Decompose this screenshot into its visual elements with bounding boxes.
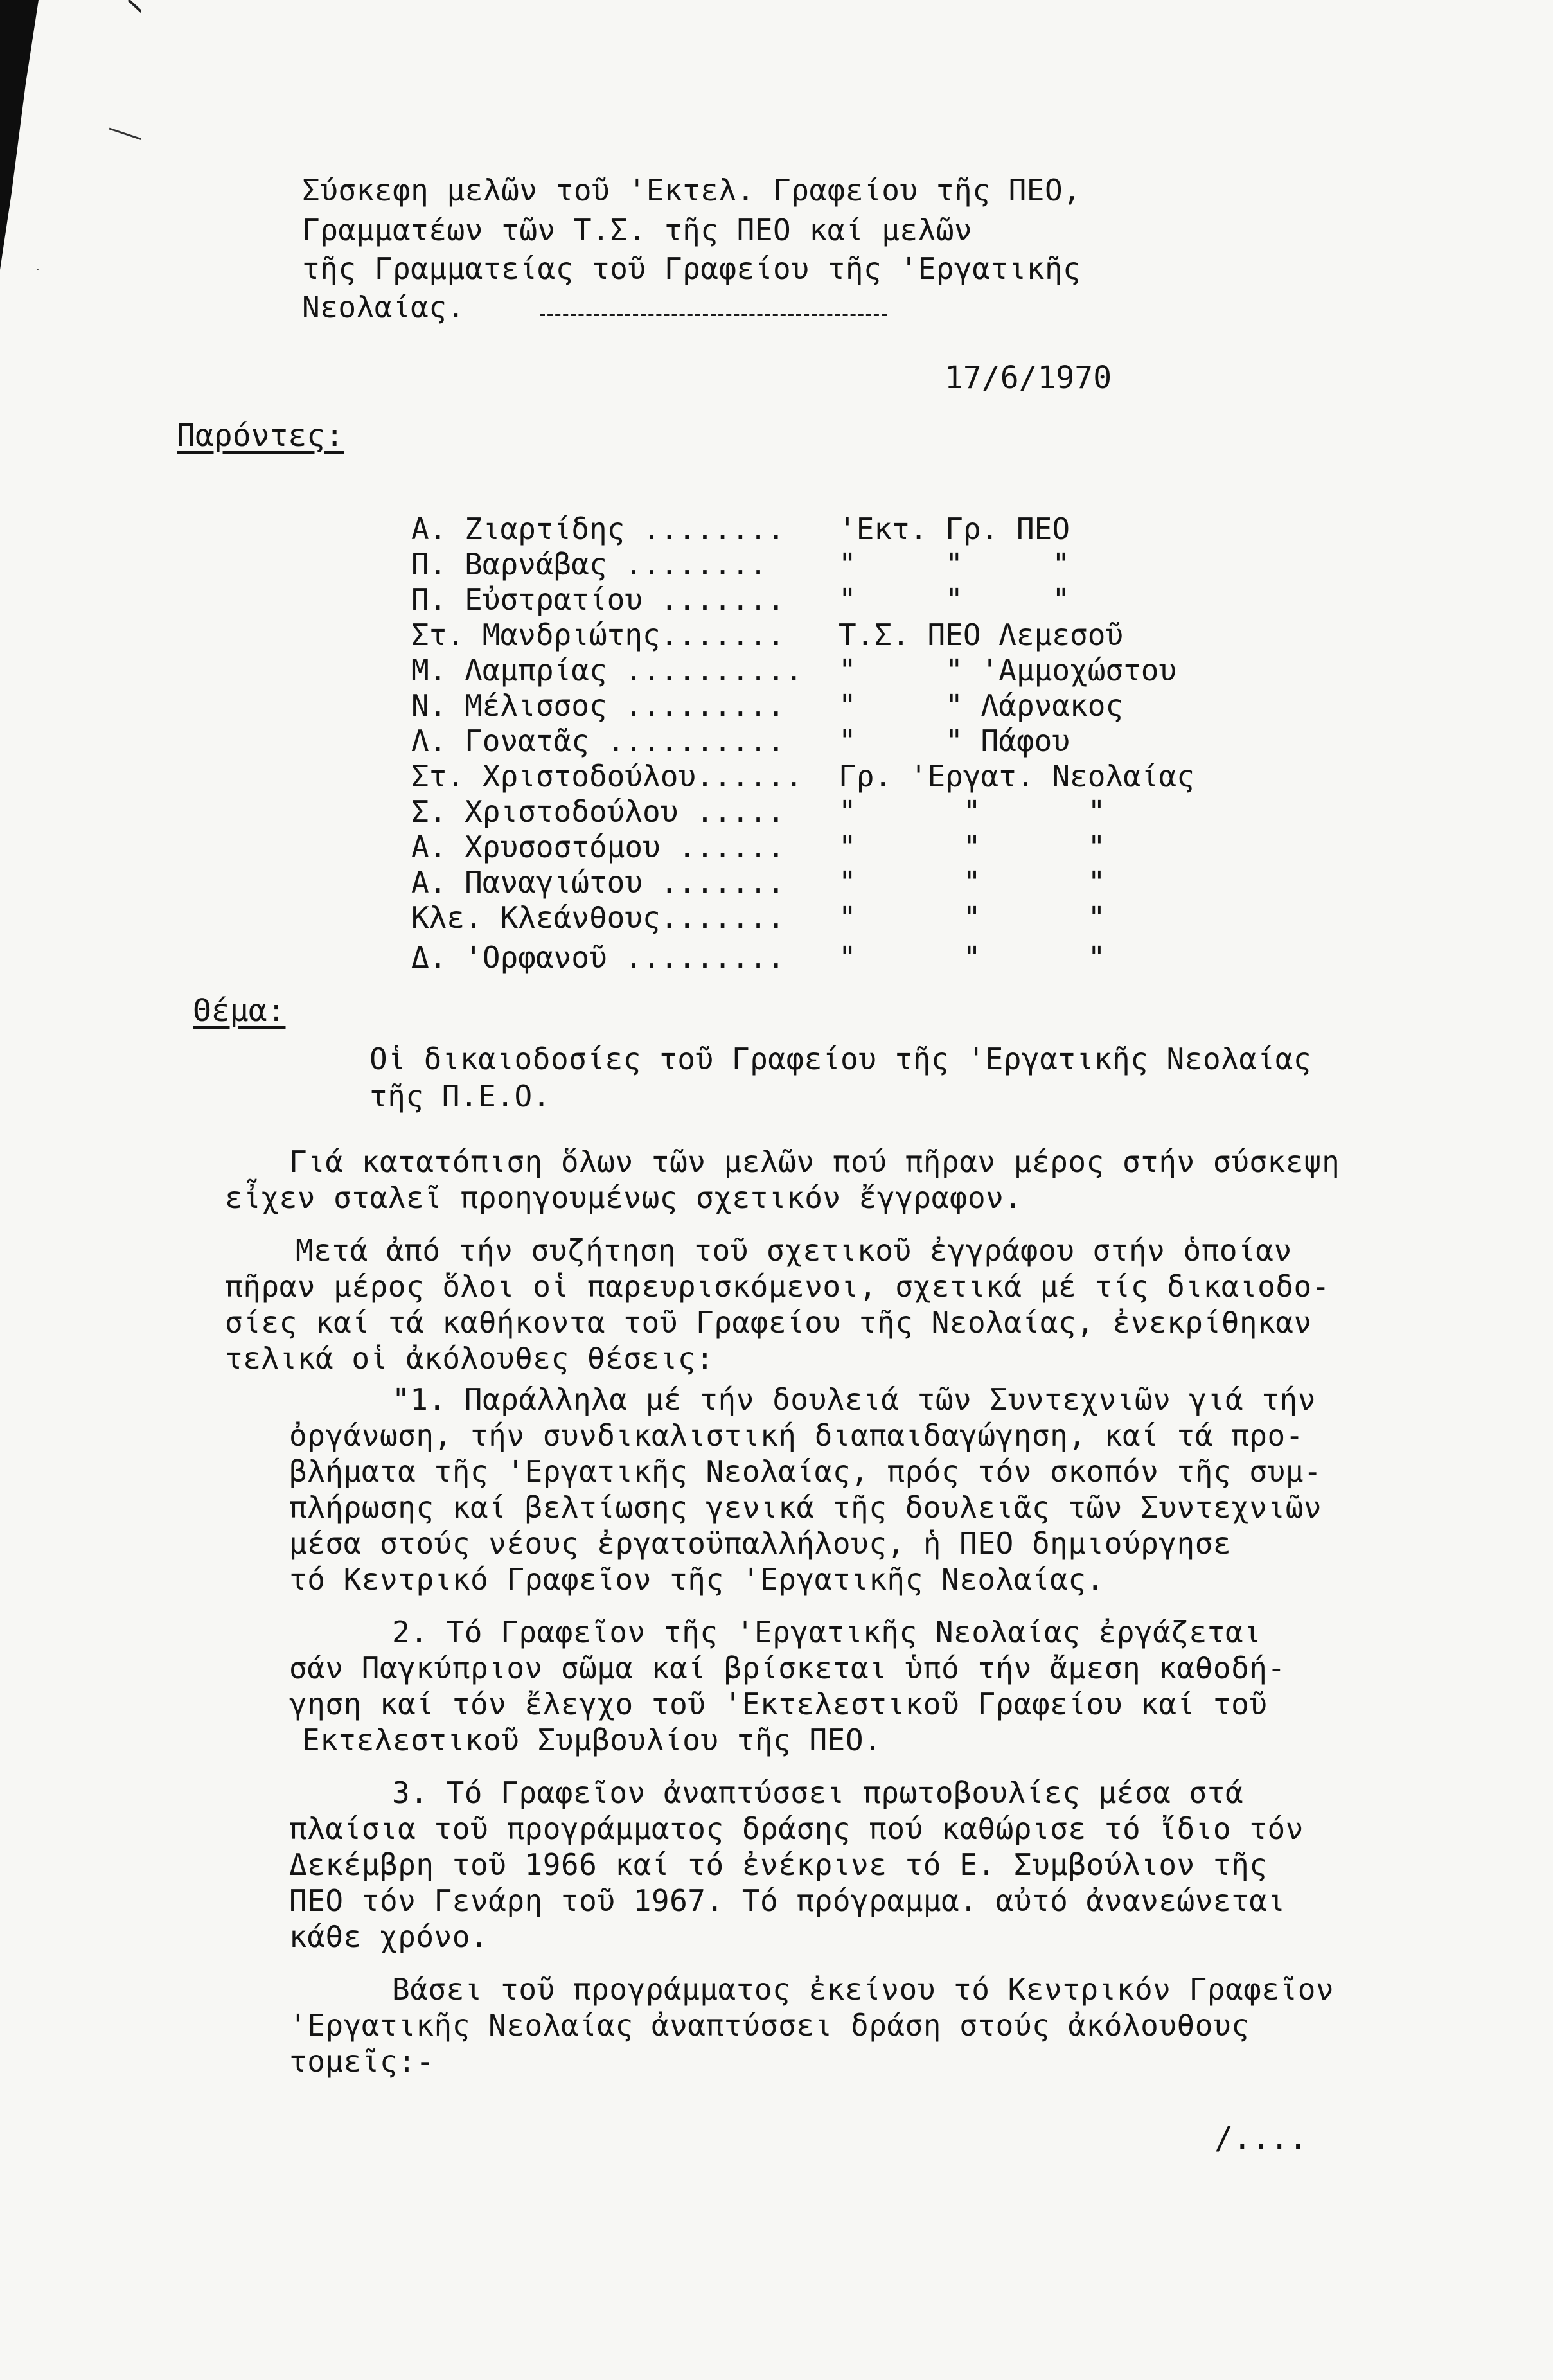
subject-line-1: Οἱ δικαιοδοσίες τοῦ Γραφείου τῆς 'Εργατικῆς Νεολαίας bbox=[369, 1042, 1312, 1076]
body-line: μέσα στούς νέους ἐργατοϋπαλλήλους, ἡ ΠΕΟ δημιούργησε bbox=[289, 1526, 1232, 1561]
body-line: τελικά οἱ ἀκόλουθες θέσεις: bbox=[225, 1341, 714, 1376]
body-line: πῆραν μέρος ὅλοι οἱ παρευρισκόμενοι, σχετικά μέ τίς δικαιοδο- bbox=[225, 1269, 1330, 1304]
attendee-row bbox=[411, 546, 1070, 582]
attendee-name: Στ. Χριστοδούλου...... bbox=[411, 759, 803, 794]
attendee-org: " " 'Αμμοχώστου bbox=[839, 653, 1177, 688]
subject-label: Θέμα: bbox=[193, 993, 286, 1029]
attendee-name: Δ. 'Ορφανοῦ ......... bbox=[411, 940, 785, 975]
attendee-name: Λ. Γονατᾶς .......... bbox=[411, 724, 785, 758]
body-line: 3. Τό Γραφεῖον ἀναπτύσσει πρωτοβουλίες μέσα στά bbox=[392, 1775, 1244, 1810]
attendee-name: Μ. Λαμπρίας .......... bbox=[411, 653, 803, 688]
attendee-name: Π. Εὐστρατίου ....... bbox=[411, 582, 785, 617]
attendee-org: " " " bbox=[839, 794, 1106, 829]
body-line: ὀργάνωση, τήν συνδικαλιστική διαπαιδαγώγηση, καί τά προ- bbox=[289, 1418, 1304, 1453]
subject-line-2: τῆς Π.Ε.Ο. bbox=[369, 1079, 551, 1114]
attendee-row bbox=[411, 688, 1124, 724]
attendee-org: " " " bbox=[839, 582, 1070, 617]
attendee-name: Ν. Μέλισσος ......... bbox=[411, 688, 785, 723]
body-line: σίες καί τά καθήκοντα τοῦ Γραφείου τῆς Νεολαίας, ἐνεκρίθηκαν bbox=[225, 1305, 1312, 1340]
body-line: τομεῖς:- bbox=[289, 2044, 434, 2079]
scan-edge-mark bbox=[0, 0, 141, 270]
attendee-row bbox=[411, 939, 1106, 975]
header-line-1: Σύσκεφη μελῶν τοῦ 'Εκτελ. Γραφείου τῆς ΠΕΟ, bbox=[302, 173, 1081, 208]
header-line-4: Νεολαίας. bbox=[302, 290, 465, 324]
body-line: 'Εργατικῆς Νεολαίας ἀναπτύσσει δράση στούς ἀκόλουθους bbox=[289, 2008, 1250, 2043]
attendee-org: " " " bbox=[839, 830, 1106, 864]
attendees-label: Παρόντες: bbox=[177, 418, 344, 454]
attendee-org: " " Πάφου bbox=[839, 724, 1070, 758]
attendee-name: Α. Χρυσοστόμου ...... bbox=[411, 830, 785, 864]
continuation-mark: /.... bbox=[1214, 2120, 1308, 2156]
body-line: 2. Τό Γραφεῖον τῆς 'Εργατικῆς Νεολαίας ἐργάζεται bbox=[392, 1615, 1262, 1649]
body-line: πλαίσια τοῦ προγράμματος δράσης πού καθώρισε τό ἴδιο τόν bbox=[289, 1811, 1304, 1846]
attendee-row bbox=[411, 794, 1106, 830]
document-date: 17/6/1970 bbox=[945, 360, 1112, 396]
body-line: Εκτελεστικοῦ Συμβουλίου τῆς ΠΕΟ. bbox=[302, 1723, 882, 1757]
attendee-row bbox=[411, 511, 1070, 547]
attendee-row bbox=[411, 652, 1177, 688]
attendee-name: Σ. Χριστοδούλου ..... bbox=[411, 794, 785, 829]
attendee-row bbox=[411, 758, 1194, 794]
body-line: Βάσει τοῦ προγράμματος ἐκείνου τό Κεντρικόν Γραφεῖον bbox=[392, 1972, 1335, 2007]
header-line-3: τῆς Γραμματείας τοῦ Γραφείου τῆς 'Εργατικῆς bbox=[302, 251, 1081, 286]
body-line: κάθε χρόνο. bbox=[289, 1919, 489, 1954]
attendee-name: Κλε. Κλεάνθους....... bbox=[411, 900, 785, 935]
attendee-org: " " " bbox=[839, 547, 1070, 582]
header-rule bbox=[540, 314, 887, 316]
body-line: ΠΕΟ τόν Γενάρη τοῦ 1967. Τό πρόγραμμα. αὐτό ἀνανεώνεται bbox=[289, 1883, 1286, 1918]
attendee-row bbox=[411, 723, 1070, 759]
body-line: τό Κεντρικό Γραφεῖον τῆς 'Εργατικῆς Νεολαίας. bbox=[289, 1562, 1105, 1597]
header-line-2: Γραμματέων τῶν Τ.Σ. τῆς ΠΕΟ καί μελῶν bbox=[302, 213, 973, 247]
attendee-name: Α. Ζιαρτίδης ........ bbox=[411, 511, 785, 546]
attendee-name: Α. Παναγιώτου ....... bbox=[411, 865, 785, 900]
attendee-org: 'Εκτ. Γρ. ΠΕΟ bbox=[839, 511, 1070, 546]
attendee-org: Τ.Σ. ΠΕΟ Λεμεσοῦ bbox=[839, 617, 1124, 652]
body-line: Μετά ἀπό τήν συζήτηση τοῦ σχετικοῦ ἐγγράφου στήν ὁποίαν bbox=[296, 1233, 1292, 1268]
body-line: Γιά κατατόπιση ὅλων τῶν μελῶν πού πῆραν μέρος στήν σύσκεψη bbox=[289, 1144, 1340, 1179]
attendee-org: " " " bbox=[839, 940, 1106, 975]
attendee-org: Γρ. 'Εργατ. Νεολαίας bbox=[839, 759, 1194, 794]
body-line: Δεκέμβρη τοῦ 1966 καί τό ἐνέκρινε τό Ε. Συμβούλιον τῆς bbox=[289, 1847, 1268, 1882]
body-line: "1. Παράλληλα μέ τήν δουλειά τῶν Συντεχνιῶν γιά τήν bbox=[392, 1382, 1316, 1417]
attendee-name: Στ. Μανδριώτης....... bbox=[411, 617, 785, 652]
body-line: σάν Παγκύπριον σῶμα καί βρίσκεται ὑπό τήν ἄμεση καθοδή- bbox=[289, 1651, 1286, 1685]
attendee-row bbox=[411, 582, 1070, 617]
body-line: πλήρωσης καί βελτίωσης γενικά τῆς δουλειᾶς τῶν Συντεχνιῶν bbox=[289, 1490, 1322, 1525]
body-line: βλήματα τῆς 'Εργατικῆς Νεολαίας, πρός τόν σκοπόν τῆς συμ- bbox=[289, 1454, 1322, 1489]
attendee-row bbox=[411, 617, 1124, 653]
attendee-org: " " " bbox=[839, 900, 1106, 935]
attendee-row bbox=[411, 829, 1106, 865]
attendee-name: Π. Βαρνάβας ........ bbox=[411, 547, 767, 582]
body-line: γηση καί τόν ἔλεγχο τοῦ 'Εκτελεστικοῦ Γραφείου καί τοῦ bbox=[289, 1687, 1268, 1721]
attendee-row bbox=[411, 864, 1106, 900]
body-line: εἶχεν σταλεῖ προηγουμένως σχετικόν ἔγγραφον. bbox=[225, 1180, 1022, 1215]
attendee-org: " " " bbox=[839, 865, 1106, 900]
attendee-org: " " Λάρνακος bbox=[839, 688, 1124, 723]
attendee-row bbox=[411, 900, 1106, 936]
